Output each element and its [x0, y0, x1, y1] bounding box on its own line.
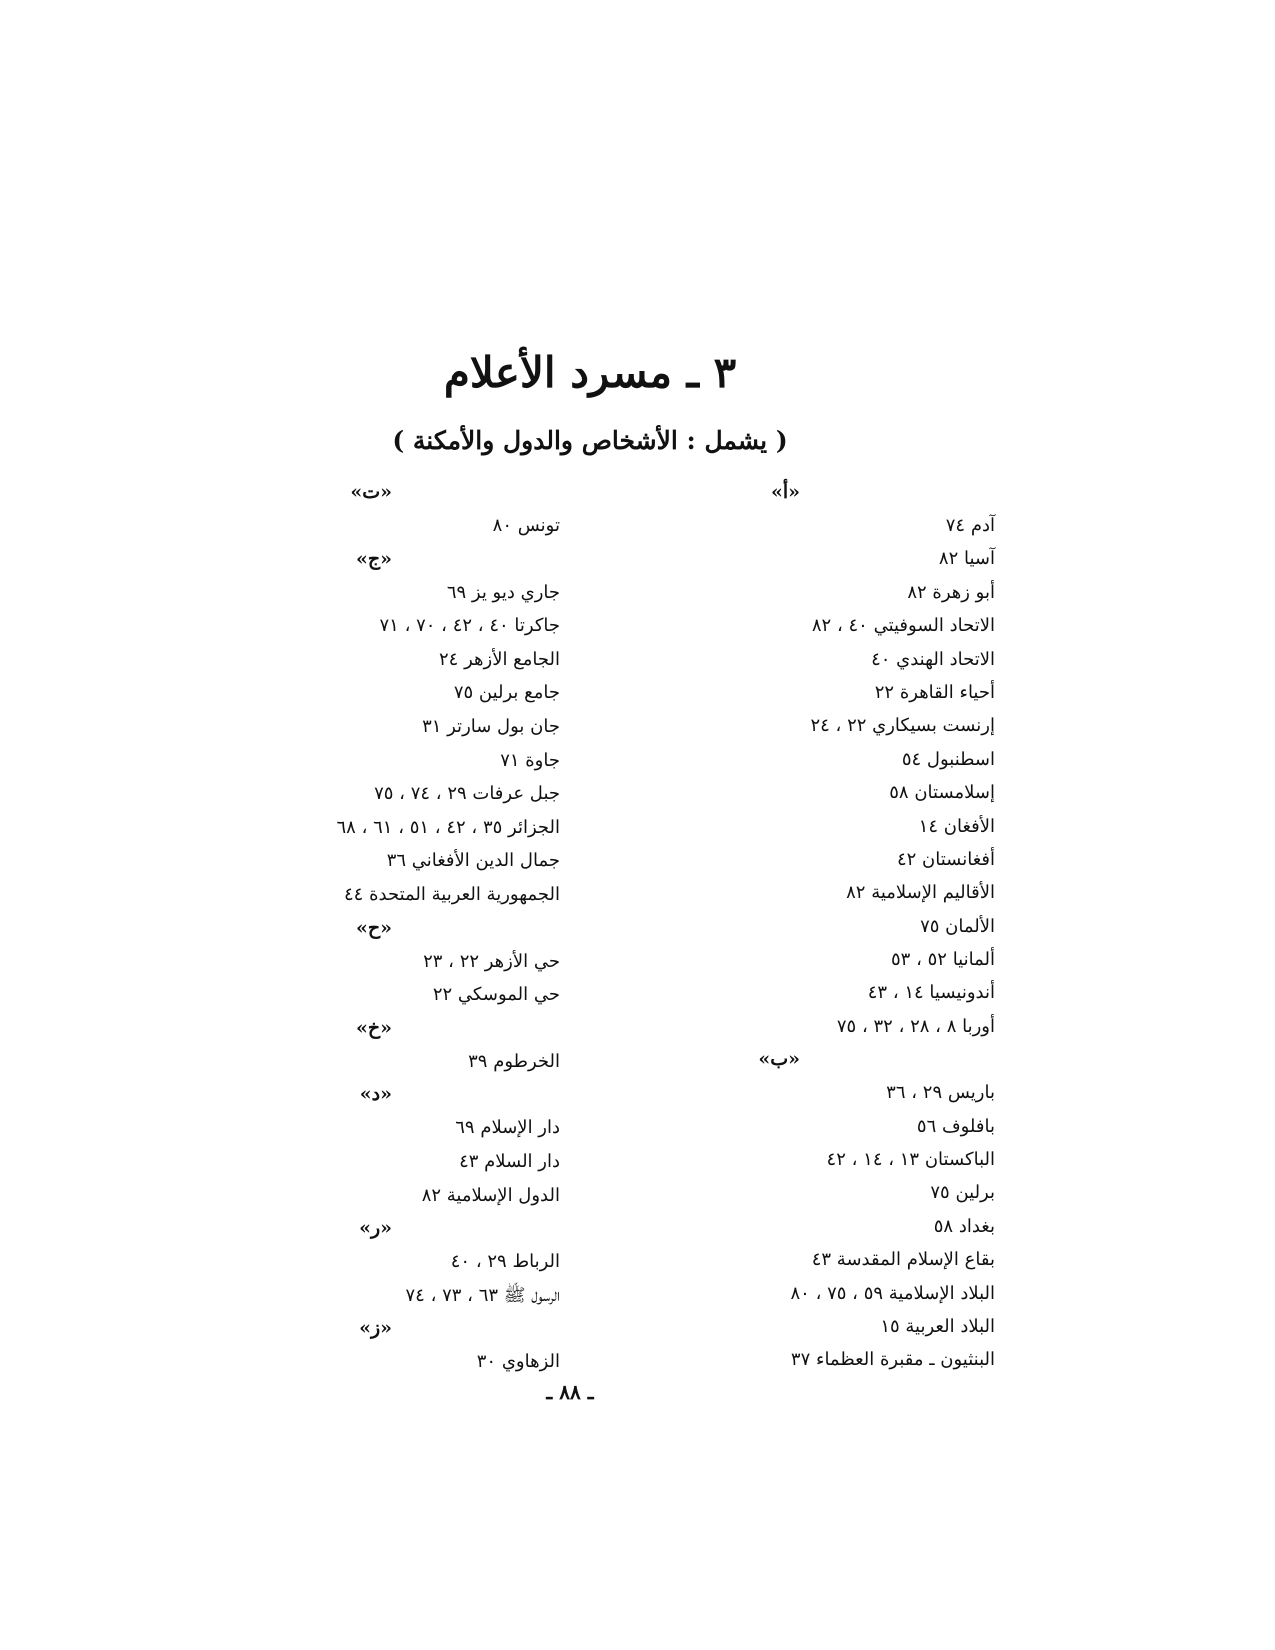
index-entry: حي الأزهر ٢٢ ، ٢٣ — [423, 950, 560, 972]
page-number: ـ ٨٨ ـ — [546, 1380, 594, 1404]
index-entry: الدول الإسلامية ٨٢ — [421, 1184, 560, 1206]
index-entry: بافلوف ٥٦ — [916, 1115, 995, 1137]
index-letter-heading: «ج» — [355, 547, 392, 570]
index-entry: بغداد ٥٨ — [933, 1215, 995, 1237]
index-entry: إسلامستان ٥٨ — [889, 782, 995, 804]
index-letter-group — [695, 1043, 995, 1377]
index-letter-heading: «أ» — [770, 481, 800, 503]
index-entry: إرنست بسيكاري ٢٢ ، ٢٤ — [810, 715, 995, 737]
index-entry: الاتحاد الهندي ٤٠ — [871, 648, 995, 670]
index-entry: دار الإسلام ٦٩ — [455, 1117, 560, 1139]
index-entry: الجزائر ٣٥ ، ٤٢ ، ٥١ ، ٦١ ، ٦٨ — [336, 816, 560, 838]
index-entry: الباكستان ١٣ ، ١٤ ، ٤٢ — [826, 1149, 995, 1171]
index-entry: بقاع الإسلام المقدسة ٤٣ — [811, 1249, 995, 1271]
index-column-left — [270, 476, 560, 1379]
index-entry: الأفغان ١٤ — [918, 815, 995, 837]
index-entry: الاتحاد السوفيتي ٤٠ ، ٨٢ — [811, 615, 995, 637]
index-entry: آدم ٧٤ — [945, 515, 995, 536]
index-letter-heading: «ر» — [359, 1217, 392, 1240]
index-letter-group — [270, 543, 560, 912]
index-entry: اسطنبول ٥٤ — [901, 748, 995, 770]
index-entry: أحياء القاهرة ٢٢ — [874, 681, 995, 703]
index-entry: البلاد الإسلامية ٥٩ ، ٧٥ ، ٨٠ — [790, 1282, 995, 1304]
index-letter-group — [270, 912, 560, 1012]
index-entry: أندونيسيا ١٤ ، ٤٣ — [867, 982, 995, 1004]
index-entry: جاوة ٧١ — [500, 749, 560, 771]
index-entry: دار السلام ٤٣ — [459, 1150, 560, 1172]
index-letter-heading: «خ» — [355, 1016, 392, 1039]
index-entry: الأقاليم الإسلامية ٨٢ — [846, 882, 995, 904]
index-letter-heading: «د» — [359, 1083, 392, 1106]
index-entry: باريس ٢٩ ، ٣٦ — [886, 1082, 995, 1104]
index-entry: تونس ٨٠ — [492, 515, 560, 536]
index-letter-heading: «ت» — [350, 481, 392, 503]
index-entry: الجامع الأزهر ٢٤ — [439, 648, 560, 670]
index-entry: جمال الدين الأفغاني ٣٦ — [386, 850, 560, 872]
index-entry: أفغانستان ٤٢ — [896, 848, 995, 870]
index-letter-heading: «ح» — [355, 916, 392, 939]
index-letter-group — [270, 1012, 560, 1079]
index-letter-group — [270, 1212, 560, 1312]
index-entry: البلاد العربية ١٥ — [880, 1315, 995, 1337]
index-entry: آسيا ٨٢ — [938, 548, 995, 570]
index-entry: الزهاوي ٣٠ — [476, 1351, 560, 1373]
index-entry: جامع برلين ٧٥ — [453, 682, 560, 704]
index-entry: الخرطوم ٣٩ — [468, 1050, 560, 1072]
index-entry: الألمان ٧٥ — [920, 915, 995, 937]
index-entry: جاري ديو يز ٦٩ — [446, 581, 560, 603]
index-entry: الرسول ﷺ ٦٣ ، ٧٣ ، ٧٤ — [405, 1284, 560, 1306]
index-column-right — [695, 476, 995, 1377]
index-entry: ألمانيا ٥٢ ، ٥٣ — [891, 949, 995, 971]
index-entry: جاكرتا ٤٠ ، ٤٢ ، ٧٠ ، ٧١ — [379, 615, 560, 637]
index-entry: أوربا ٨ ، ٢٨ ، ٣٢ ، ٧٥ — [836, 1015, 995, 1037]
index-letter-heading: «ز» — [359, 1317, 392, 1340]
page-subtitle: ( يشمل : الأشخاص والدول والأمكنة ) — [392, 426, 788, 455]
index-entry: أبو زهرة ٨٢ — [907, 581, 995, 603]
index-letter-heading: «ب» — [758, 1048, 800, 1071]
index-entry: حي الموسكي ٢٢ — [432, 984, 560, 1006]
index-letter-group — [270, 1312, 560, 1379]
index-entry: الجمهورية العربية المتحدة ٤٤ — [344, 883, 560, 905]
index-entry: البنثيون ـ مقبرة العظماء ٣٧ — [790, 1349, 995, 1371]
index-entry: الرباط ٢٩ ، ٤٠ — [450, 1251, 560, 1273]
page-title: ٣ ـ مسرد الأعلام — [443, 348, 737, 397]
index-entry: جان بول سارتر ٣١ — [422, 715, 560, 737]
index-entry: برلين ٧٥ — [930, 1182, 995, 1204]
index-entry: جبل عرفات ٢٩ ، ٧٤ ، ٧٥ — [374, 783, 560, 805]
index-letter-group — [270, 1078, 560, 1212]
index-letter-group — [695, 476, 995, 1043]
index-letter-group — [270, 476, 560, 543]
